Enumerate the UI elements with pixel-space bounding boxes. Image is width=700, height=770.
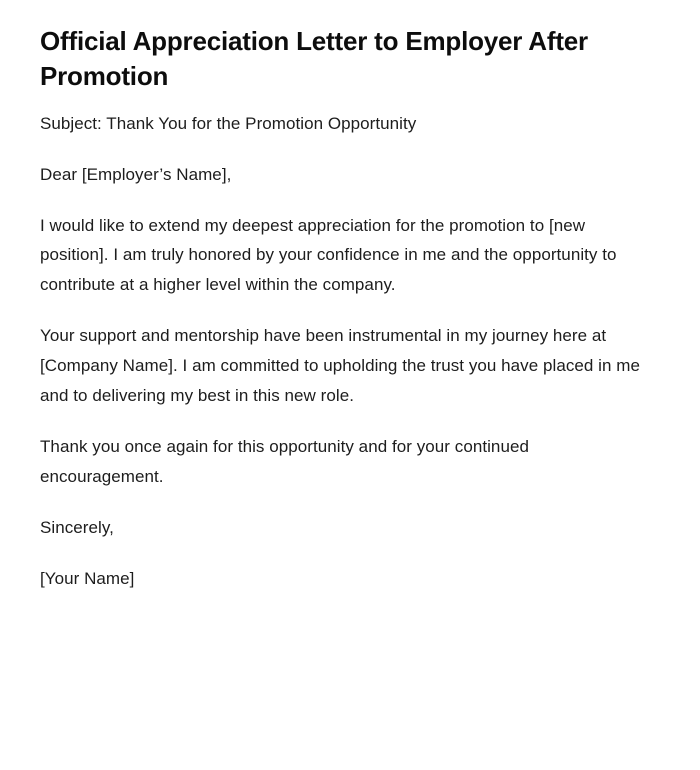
letter-signature: [Your Name]: [40, 568, 135, 588]
letter-subject-line: Subject: Thank You for the Promotion Opportunity: [40, 113, 417, 133]
letter-salutation: Dear [Employer’s Name],: [40, 164, 232, 184]
letter-body-paragraph-1: I would like to extend my deepest appreciation for the promotion to [new position]. I am truly honored by your confidence in me and the opportunity to contribute at a higher level within the company.: [40, 215, 617, 295]
page-title: Official Appreciation Letter to Employer After Promotion: [40, 26, 588, 92]
letter-body: [40, 109, 640, 594]
letter-body-paragraph-3: Thank you once again for this opportunity and for your continued encouragement.: [40, 436, 529, 486]
letter-body-paragraph-2: Your support and mentorship have been instrumental in my journey here at [Company Name]. I am committed to upholding the trust you have placed in me and to delivering my best in this new role.: [40, 326, 640, 406]
letter-closing: Sincerely,: [40, 517, 114, 537]
